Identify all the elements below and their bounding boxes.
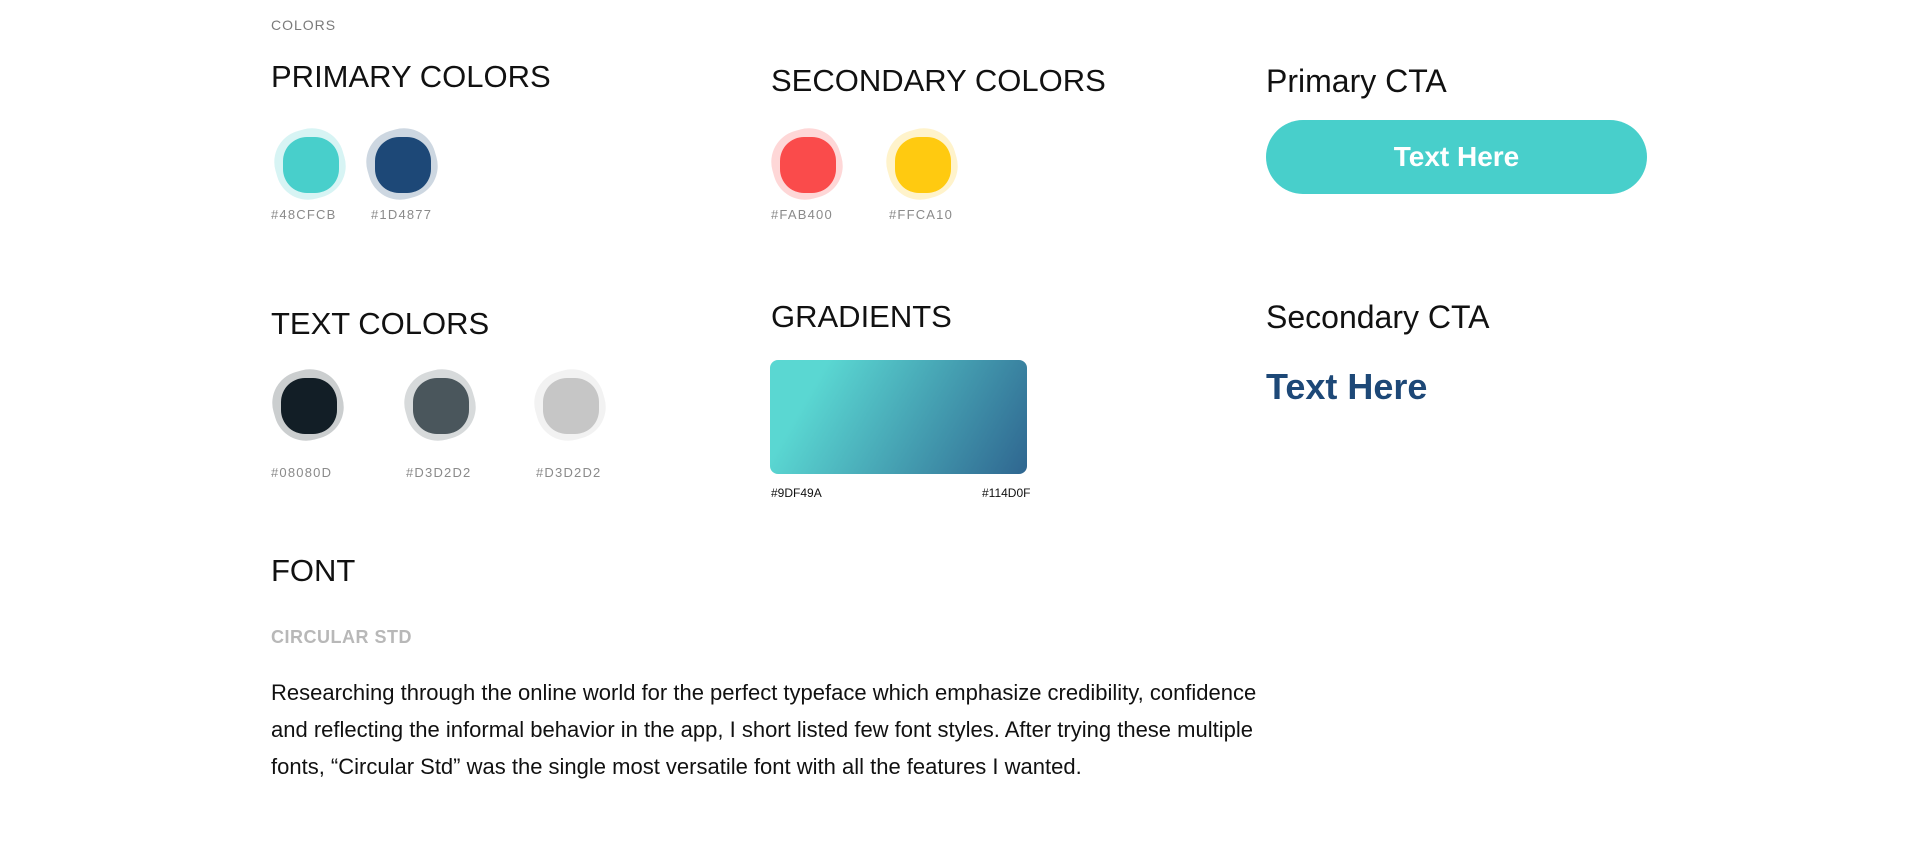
gradients-title: GRADIENTS bbox=[771, 299, 952, 334]
swatch-secondary-2-hex: #FFCA10 bbox=[889, 207, 954, 222]
primary-cta-title: Primary CTA bbox=[1266, 63, 1447, 99]
swatch-text-3-hex: #D3D2D2 bbox=[536, 465, 602, 480]
secondary-cta-link[interactable]: Text Here bbox=[1266, 366, 1428, 407]
swatch-primary-2 bbox=[367, 129, 437, 199]
font-name: CIRCULAR STD bbox=[271, 627, 412, 647]
secondary-cta-title: Secondary CTA bbox=[1266, 299, 1490, 335]
swatch-primary-1-hex: #48CFCB bbox=[271, 207, 337, 222]
gradient-swatch bbox=[770, 360, 1027, 474]
section-eyebrow: COLORS bbox=[271, 17, 337, 33]
secondary-colors-title: SECONDARY COLORS bbox=[771, 63, 1106, 98]
swatch-text-1 bbox=[273, 370, 343, 440]
swatch-text-3 bbox=[535, 370, 605, 440]
swatch-text-1-hex: #08080D bbox=[271, 465, 333, 480]
gradient-end-hex: #114D0F bbox=[982, 486, 1031, 500]
swatch-primary-1 bbox=[275, 129, 345, 199]
primary-colors-title: PRIMARY COLORS bbox=[271, 59, 551, 94]
font-title: FONT bbox=[271, 553, 356, 588]
swatch-text-2-hex: #D3D2D2 bbox=[406, 465, 472, 480]
swatch-secondary-1 bbox=[772, 129, 842, 199]
swatch-secondary-2 bbox=[887, 129, 957, 199]
primary-cta-button[interactable]: Text Here bbox=[1266, 120, 1647, 194]
swatch-primary-2-hex: #1D4877 bbox=[371, 207, 433, 222]
text-colors-title: TEXT COLORS bbox=[271, 306, 490, 341]
font-description: Researching through the online world for the perfect typeface which emphasize credibility, confidence and reflecting the informal behavior in the app, I short listed few font styles. After trying these multiple fonts, “Circular Std” was the single most versatile font with all the features I wanted. bbox=[271, 680, 1257, 779]
swatch-secondary-1-hex: #FAB400 bbox=[771, 207, 833, 222]
gradient-start-hex: #9DF49A bbox=[771, 486, 822, 500]
swatch-text-2 bbox=[405, 370, 475, 440]
